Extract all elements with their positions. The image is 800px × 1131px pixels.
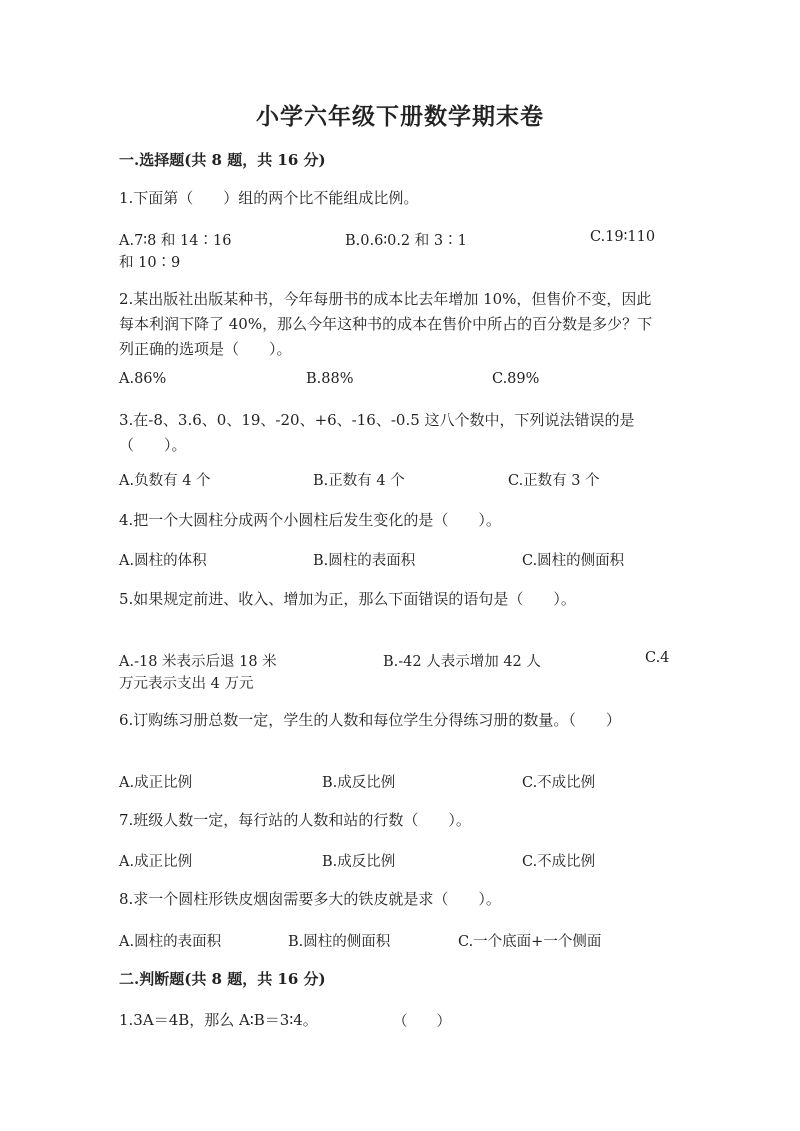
question-5-text: 5.如果规定前进、收入、增加为正，那么下面错误的语句是（ ）。 [119, 590, 576, 608]
question-8-text: 8.求一个圆柱形铁皮烟囱需要多大的铁皮就是求（ ）。 [119, 890, 501, 908]
question-4-text: 4.把一个大圆柱分成两个小圆柱后发生变化的是（ ）。 [119, 511, 501, 529]
question-6-option-c[interactable]: C.不成比例 [522, 775, 596, 791]
question-6-option-b[interactable]: B.成反比例 [322, 775, 396, 791]
question-4-option-c[interactable]: C.圆柱的侧面积 [522, 553, 625, 569]
question-1-option-c[interactable]: C.19∶110 [590, 229, 656, 245]
judgement-1-text: 1.3A＝4B，那么 A∶B＝3∶4。 [119, 1011, 318, 1029]
question-7-option-b[interactable]: B.成反比例 [322, 854, 396, 870]
question-4-option-b[interactable]: B.圆柱的表面积 [313, 553, 416, 569]
question-2-option-a[interactable]: A.86% [119, 371, 167, 387]
section-heading-judgement: 二.判断题(共 8 题，共 16 分) [119, 970, 326, 988]
question-8-option-c[interactable]: C.一个底面+一个侧面 [458, 934, 602, 950]
question-5-option-c-continued: 万元表示支出 4 万元 [119, 676, 254, 692]
question-2-option-c[interactable]: C.89% [492, 371, 540, 387]
question-3-option-b[interactable]: B.正数有 4 个 [313, 473, 405, 489]
question-2-text-body: 2.某出版社出版某种书，今年每册书的成本比去年增加 10%，但售价不变，因此每本利润下降了 40%，那么今年这种书的成本在售价中所占的百分数是多少？下列正确的选项是（ ）。 [119, 290, 653, 358]
question-3-option-a[interactable]: A.负数有 4 个 [119, 473, 211, 489]
question-1-text: 1.下面第（ ）组的两个比不能组成比例。 [119, 189, 419, 207]
question-6-text: 6.订购练习册总数一定，学生的人数和每位学生分得练习册的数量。（ ） [119, 711, 621, 729]
section-heading-choice: 一.选择题(共 8 题，共 16 分) [119, 151, 326, 169]
question-3-text: 3.在-8、3.6、0、19、-20、+6、-16、-0.5 这八个数中，下列说法错误的是（ ）。 [119, 411, 635, 454]
question-3-option-c[interactable]: C.正数有 3 个 [508, 473, 600, 489]
judgement-1-answer-blank[interactable]: （ ） [393, 1014, 451, 1030]
question-8-option-a[interactable]: A.圆柱的表面积 [119, 934, 222, 950]
question-6-option-a[interactable]: A.成正比例 [119, 775, 193, 791]
question-2-option-b[interactable]: B.88% [306, 371, 354, 387]
question-8-option-b[interactable]: B.圆柱的侧面积 [288, 934, 391, 950]
question-5-option-a[interactable]: A.-18 米表示后退 18 米 [119, 654, 277, 670]
question-7-option-c[interactable]: C.不成比例 [522, 854, 596, 870]
question-4-option-a[interactable]: A.圆柱的体积 [119, 553, 207, 569]
question-7-text: 7.班级人数一定，每行站的人数和站的行数（ ）。 [119, 811, 471, 829]
question-1-option-b[interactable]: B.0.6∶0.2 和 3∶1 [345, 233, 467, 249]
question-5-option-b[interactable]: B.-42 人表示增加 42 人 [383, 654, 541, 670]
page-title: 小学六年级下册数学期末卷 [256, 103, 544, 130]
question-1-option-c-continued: 和 10∶9 [119, 255, 181, 271]
question-7-option-a[interactable]: A.成正比例 [119, 854, 193, 870]
question-5-option-c[interactable]: C.4 [645, 650, 670, 666]
question-1-option-a[interactable]: A.7∶8 和 14∶16 [119, 233, 232, 249]
